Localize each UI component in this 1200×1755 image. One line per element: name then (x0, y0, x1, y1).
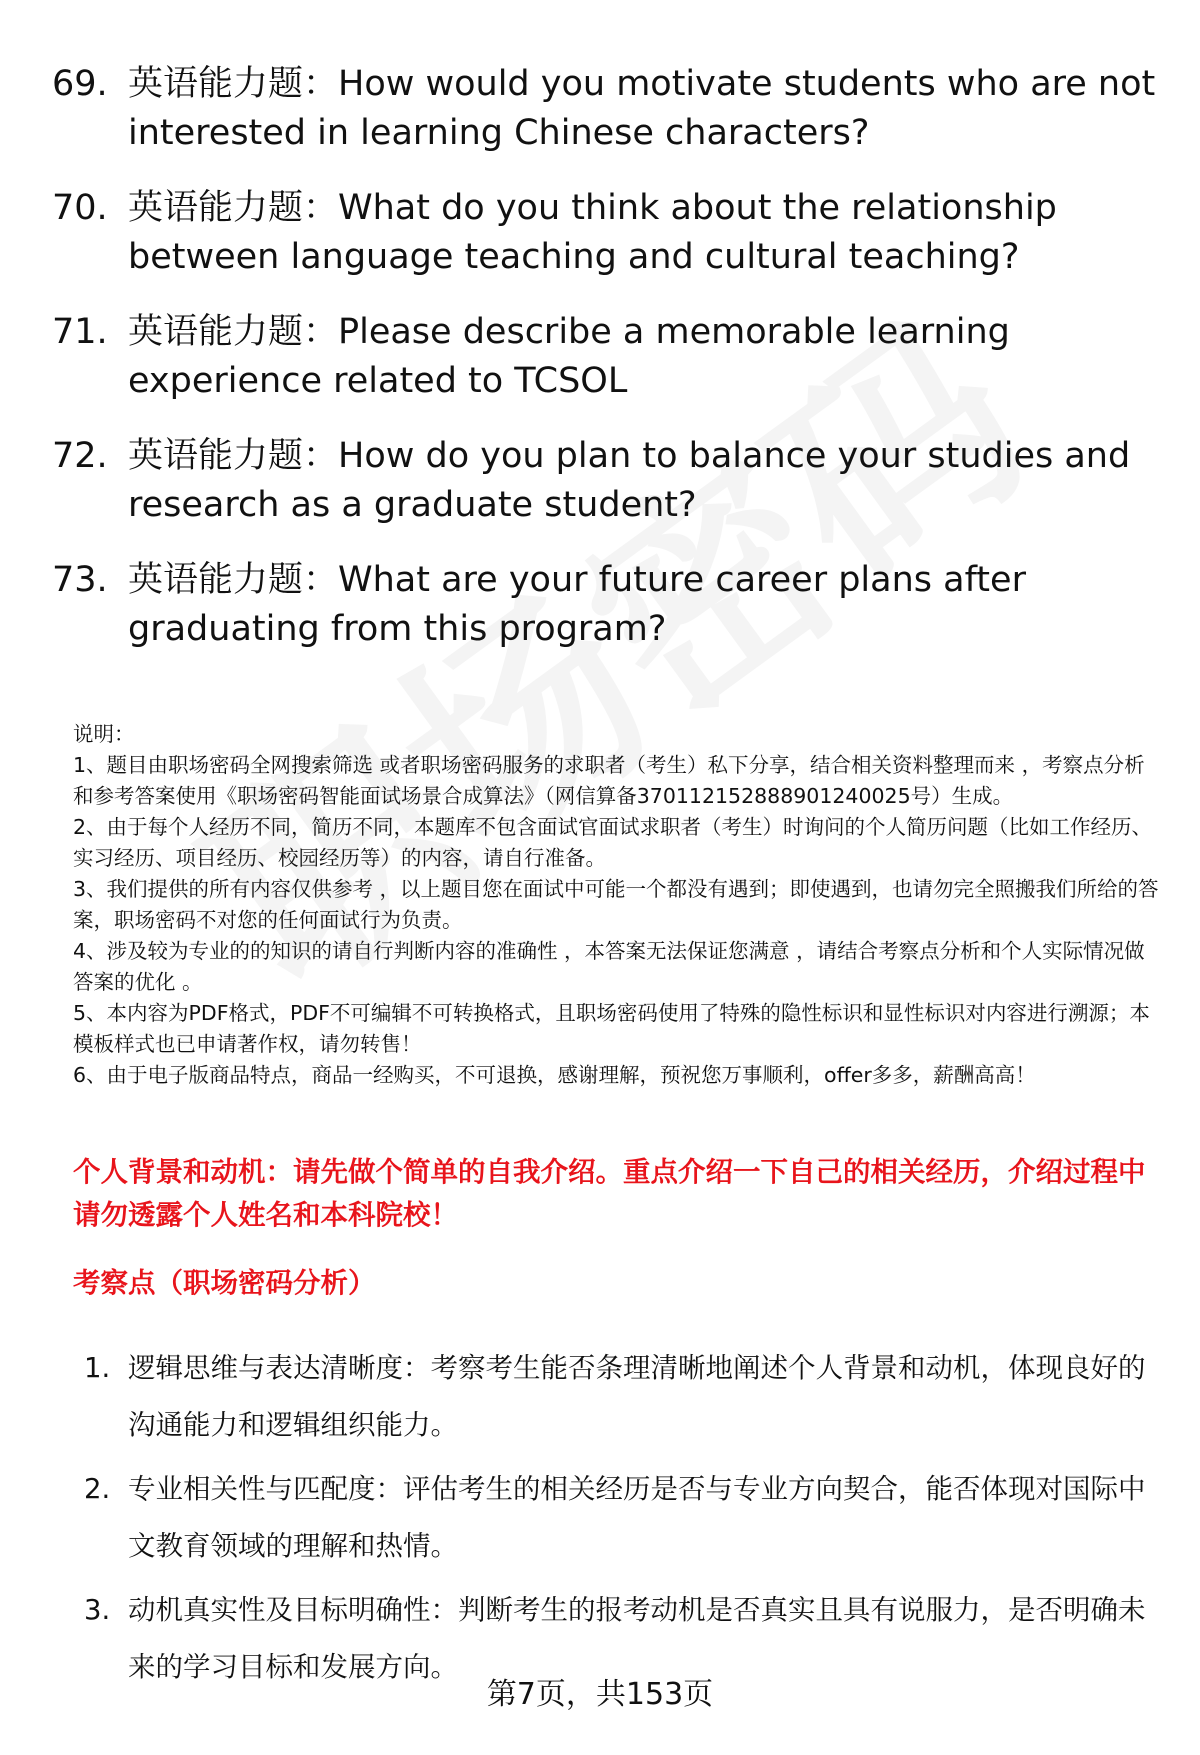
point-number: 2. (84, 1473, 111, 1505)
notes-section (73, 719, 1163, 1091)
question-number: 72. (52, 436, 108, 476)
note-item: 2、由于每个人经历不同，简历不同，本题库不包含面试官面试求职者（考生）时询问的个人简历问题（比如工作经历、实习经历、项目经历、校园经历等）的内容，请自行准备。 (73, 815, 1153, 870)
question-item (52, 60, 1162, 158)
question-item (52, 184, 1162, 282)
point-number: 3. (84, 1594, 111, 1626)
note-item: 1、题目由职场密码全网搜索筛选 或者职场密码服务的求职者（考生）私下分享，结合相关资料整理而来 ，考察点分析和参考答案使用《职场密码智能面试场景合成算法》（网信算备370112152888901240025号）生成。 (73, 753, 1145, 808)
question-text: 英语能力题：How do you plan to balance your studies and research as a graduate student? (128, 436, 1131, 525)
question-number: 69. (52, 64, 108, 104)
page-footer: 第7页，共153页 (486, 1677, 714, 1712)
analysis-point (84, 1461, 1164, 1575)
note-item: 3、我们提供的所有内容仅供参考 ，以上题目您在面试中可能一个都没有遇到；即使遇到，也请勿完全照搬我们所给的答案，职场密码不对您的任何面试行为负责。 (73, 877, 1159, 932)
note-item: 5、本内容为PDF格式，PDF不可编辑不可转换格式，且职场密码使用了特殊的隐性标识和显性标识对内容进行溯源；本模板样式也已申请著作权，请勿转售！ (73, 1001, 1150, 1056)
question-text: 英语能力题：What are your future career plans after graduating from this program? (128, 560, 1026, 649)
question-item (52, 308, 1162, 406)
question-number: 71. (52, 312, 108, 352)
note-item: 6、由于电子版商品特点，商品一经购买，不可退换，感谢理解，预祝您万事顺利，offer多多，薪酬高高！ (73, 1063, 1036, 1087)
question-number: 73. (52, 560, 108, 600)
point-number: 1. (84, 1352, 111, 1384)
question-item (52, 556, 1162, 654)
intro-question: 个人背景和动机：请先做个简单的自我介绍。重点介绍一下自己的相关经历，介绍过程中请勿透露个人姓名和本科院校！ (73, 1156, 1146, 1231)
point-text: 逻辑思维与表达清晰度：考察考生能否条理清晰地阐述个人背景和动机，体现良好的沟通能力和逻辑组织能力。 (128, 1352, 1146, 1441)
analysis-points (84, 1340, 1164, 1703)
point-text: 动机真实性及目标明确性：判断考生的报考动机是否真实且具有说服力，是否明确未来的学习目标和发展方向。 (128, 1594, 1146, 1683)
question-list (52, 60, 1162, 680)
question-text: 英语能力题：Please describe a memorable learning experience related to TCSOL (128, 312, 1010, 401)
question-item (52, 432, 1162, 530)
note-item: 4、涉及较为专业的的知识的请自行判断内容的准确性 ，本答案无法保证您满意 ，请结合考察点分析和个人实际情况做答案的优化 。 (73, 939, 1145, 994)
question-text: 英语能力题：How would you motivate students who are not interested in learning Chinese characters? (128, 64, 1156, 153)
section-title: 考察点（职场密码分析） (73, 1267, 376, 1299)
point-text: 专业相关性与匹配度：评估考生的相关经历是否与专业方向契合，能否体现对国际中文教育领域的理解和热情。 (128, 1473, 1146, 1562)
analysis-point (84, 1340, 1164, 1454)
notes-title: 说明： (73, 722, 135, 746)
question-text: 英语能力题：What do you think about the relationship between language teaching and cultural teaching? (128, 188, 1057, 277)
question-number: 70. (52, 188, 108, 228)
